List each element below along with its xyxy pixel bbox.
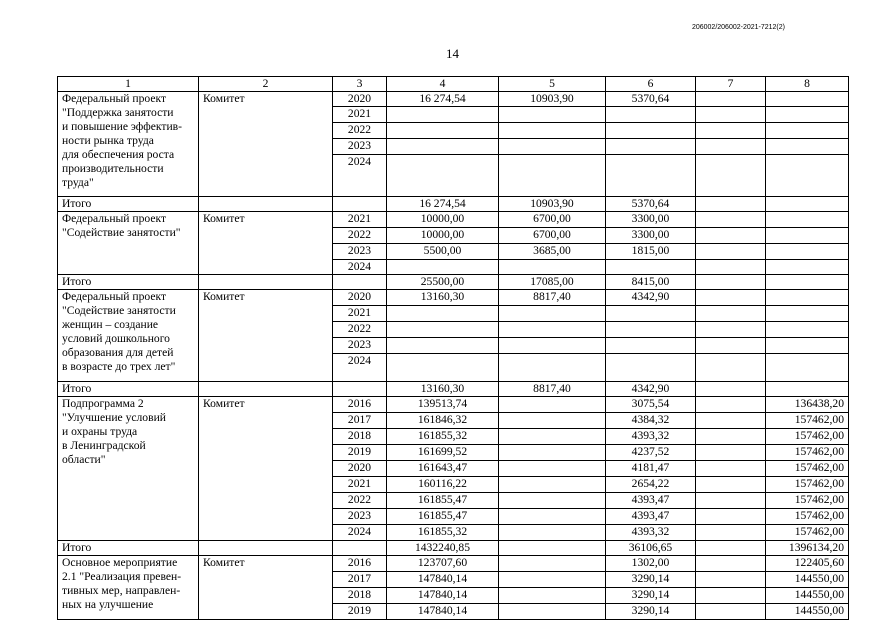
year-cell: 2022 [333,228,387,244]
item-name-cell: Подпрограмма 2 "Улучшение условий и охраны труда в Ленинградской области" [58,397,199,541]
regional-amount-cell: 5370,64 [606,92,696,107]
empty-cell [199,382,333,397]
total-amount-cell: 13160,30 [387,382,499,397]
regional-amount-cell: 3075,54 [606,397,696,413]
column-header: 1 [58,77,199,92]
total-amount-cell: 10000,00 [387,212,499,228]
local-amount-cell [696,525,766,541]
executor-cell: Комитет [199,212,333,275]
other-amount-cell [766,338,849,354]
federal-amount-cell: 6700,00 [499,212,606,228]
year-cell: 2016 [333,556,387,572]
year-cell: 2017 [333,413,387,429]
total-amount-cell: 147840,14 [387,588,499,604]
total-amount-cell: 1432240,85 [387,541,499,556]
federal-amount-cell [499,588,606,604]
local-amount-cell [696,123,766,139]
local-amount-cell [696,322,766,338]
empty-cell [199,197,333,212]
year-cell: 2024 [333,525,387,541]
column-header: 2 [199,77,333,92]
regional-amount-cell: 3300,00 [606,212,696,228]
year-cell: 2022 [333,322,387,338]
total-amount-cell: 147840,14 [387,572,499,588]
federal-amount-cell [499,477,606,493]
federal-amount-cell [499,541,606,556]
local-amount-cell [696,493,766,509]
other-amount-cell [766,244,849,260]
year-cell: 2021 [333,477,387,493]
empty-cell [199,541,333,556]
other-amount-cell [766,197,849,212]
regional-amount-cell: 4393,47 [606,493,696,509]
other-amount-cell: 144550,00 [766,588,849,604]
other-amount-cell: 136438,20 [766,397,849,413]
local-amount-cell [696,477,766,493]
other-amount-cell: 157462,00 [766,525,849,541]
regional-amount-cell: 4342,90 [606,382,696,397]
regional-amount-cell: 4384,32 [606,413,696,429]
federal-amount-cell: 6700,00 [499,228,606,244]
total-amount-cell [387,123,499,139]
total-amount-cell: 16 274,54 [387,92,499,107]
total-amount-cell: 16 274,54 [387,197,499,212]
federal-amount-cell [499,107,606,123]
local-amount-cell [696,556,766,572]
empty-cell [199,275,333,290]
regional-amount-cell: 4393,32 [606,525,696,541]
document-id: 206002/206002-2021-7212(2) [691,24,785,31]
total-amount-cell: 5500,00 [387,244,499,260]
local-amount-cell [696,260,766,275]
other-amount-cell [766,322,849,338]
federal-amount-cell [499,509,606,525]
federal-amount-cell: 3685,00 [499,244,606,260]
total-amount-cell: 160116,22 [387,477,499,493]
other-amount-cell [766,354,849,382]
total-amount-cell [387,107,499,123]
year-cell: 2022 [333,123,387,139]
local-amount-cell [696,397,766,413]
regional-amount-cell: 4237,52 [606,445,696,461]
federal-amount-cell [499,322,606,338]
federal-amount-cell [499,397,606,413]
federal-amount-cell [499,493,606,509]
item-name-cell: Основное мероприятие 2.1 "Реализация превен- тивных мер, направлен- ных на улучшение [58,556,199,620]
federal-amount-cell: 10903,90 [499,197,606,212]
local-amount-cell [696,197,766,212]
regional-amount-cell: 3290,14 [606,604,696,620]
total-amount-cell: 139513,74 [387,397,499,413]
other-amount-cell: 122405,60 [766,556,849,572]
year-cell: 2024 [333,260,387,275]
local-amount-cell [696,429,766,445]
executor-cell: Комитет [199,92,333,197]
year-cell: 2020 [333,290,387,306]
total-row [58,541,849,556]
federal-amount-cell [499,413,606,429]
local-amount-cell [696,228,766,244]
item-name-cell: Федеральный проект "Содействие занятости женщин – создание условий дошкольного образования для детей в возрасте до трех лет" [58,290,199,382]
federal-amount-cell [499,123,606,139]
other-amount-cell: 157462,00 [766,493,849,509]
regional-amount-cell: 1302,00 [606,556,696,572]
regional-amount-cell: 4181,47 [606,461,696,477]
local-amount-cell [696,155,766,197]
federal-amount-cell [499,525,606,541]
year-cell: 2024 [333,354,387,382]
other-amount-cell: 157462,00 [766,445,849,461]
local-amount-cell [696,139,766,155]
other-amount-cell [766,107,849,123]
table-row [58,397,849,413]
total-amount-cell: 147840,14 [387,604,499,620]
total-amount-cell: 161855,47 [387,493,499,509]
other-amount-cell: 157462,00 [766,477,849,493]
local-amount-cell [696,212,766,228]
local-amount-cell [696,413,766,429]
year-cell: 2019 [333,604,387,620]
year-cell: 2016 [333,397,387,413]
other-amount-cell [766,275,849,290]
regional-amount-cell [606,139,696,155]
other-amount-cell [766,382,849,397]
other-amount-cell: 157462,00 [766,461,849,477]
empty-cell [333,197,387,212]
other-amount-cell: 1396134,20 [766,541,849,556]
federal-amount-cell [499,604,606,620]
regional-amount-cell [606,123,696,139]
other-amount-cell [766,260,849,275]
total-amount-cell: 161699,52 [387,445,499,461]
federal-amount-cell: 17085,00 [499,275,606,290]
local-amount-cell [696,382,766,397]
column-header: 6 [606,77,696,92]
other-amount-cell [766,139,849,155]
item-name-cell: Федеральный проект "Содействие занятости" [58,212,199,275]
other-amount-cell: 144550,00 [766,604,849,620]
total-amount-cell: 161855,32 [387,429,499,445]
other-amount-cell [766,155,849,197]
regional-amount-cell [606,354,696,382]
year-cell: 2023 [333,509,387,525]
other-amount-cell: 157462,00 [766,429,849,445]
total-row [58,275,849,290]
executor-cell: Комитет [199,290,333,382]
column-header: 4 [387,77,499,92]
total-amount-cell [387,322,499,338]
regional-amount-cell: 2654,22 [606,477,696,493]
column-header: 7 [696,77,766,92]
total-amount-cell: 161846,32 [387,413,499,429]
local-amount-cell [696,92,766,107]
table-row [58,290,849,306]
other-amount-cell [766,123,849,139]
local-amount-cell [696,107,766,123]
federal-amount-cell [499,338,606,354]
total-label: Итого [58,197,199,212]
column-header: 5 [499,77,606,92]
empty-cell [333,541,387,556]
year-cell: 2017 [333,572,387,588]
federal-amount-cell [499,306,606,322]
regional-amount-cell: 36106,65 [606,541,696,556]
table-row [58,556,849,572]
regional-amount-cell: 4393,32 [606,429,696,445]
local-amount-cell [696,338,766,354]
regional-amount-cell: 3290,14 [606,572,696,588]
total-amount-cell: 161855,47 [387,509,499,525]
total-amount-cell: 161855,32 [387,525,499,541]
local-amount-cell [696,541,766,556]
empty-cell [333,275,387,290]
local-amount-cell [696,306,766,322]
other-amount-cell: 144550,00 [766,572,849,588]
federal-amount-cell [499,155,606,197]
regional-amount-cell: 3290,14 [606,588,696,604]
executor-cell: Комитет [199,556,333,620]
total-label: Итого [58,275,199,290]
year-cell: 2023 [333,338,387,354]
table-row [58,212,849,228]
year-cell: 2021 [333,306,387,322]
regional-amount-cell [606,306,696,322]
total-label: Итого [58,541,199,556]
year-cell: 2020 [333,92,387,107]
regional-amount-cell: 3300,00 [606,228,696,244]
total-amount-cell [387,354,499,382]
total-amount-cell [387,338,499,354]
page-number: 14 [446,46,459,61]
column-header: 3 [333,77,387,92]
year-cell: 2021 [333,107,387,123]
year-cell: 2019 [333,445,387,461]
regional-amount-cell [606,155,696,197]
other-amount-cell [766,306,849,322]
local-amount-cell [696,509,766,525]
regional-amount-cell: 1815,00 [606,244,696,260]
budget-table [57,76,849,620]
federal-amount-cell: 8817,40 [499,382,606,397]
regional-amount-cell: 4393,47 [606,509,696,525]
total-amount-cell [387,260,499,275]
regional-amount-cell: 4342,90 [606,290,696,306]
federal-amount-cell [499,260,606,275]
year-cell: 2018 [333,429,387,445]
other-amount-cell [766,92,849,107]
year-cell: 2024 [333,155,387,197]
year-cell: 2018 [333,588,387,604]
other-amount-cell: 157462,00 [766,413,849,429]
empty-cell [333,382,387,397]
regional-amount-cell [606,260,696,275]
federal-amount-cell [499,572,606,588]
federal-amount-cell [499,556,606,572]
other-amount-cell [766,290,849,306]
header-row [58,77,849,92]
federal-amount-cell [499,461,606,477]
federal-amount-cell: 10903,90 [499,92,606,107]
total-amount-cell [387,139,499,155]
regional-amount-cell [606,107,696,123]
federal-amount-cell [499,139,606,155]
federal-amount-cell [499,429,606,445]
regional-amount-cell [606,322,696,338]
local-amount-cell [696,604,766,620]
total-amount-cell: 13160,30 [387,290,499,306]
item-name-cell: Федеральный проект "Поддержка занятости и повышение эффектив- ности рынка труда для обеспечения роста производительности труда" [58,92,199,197]
year-cell: 2022 [333,493,387,509]
federal-amount-cell [499,354,606,382]
regional-amount-cell: 8415,00 [606,275,696,290]
local-amount-cell [696,588,766,604]
total-row [58,197,849,212]
year-cell: 2023 [333,244,387,260]
other-amount-cell [766,228,849,244]
total-amount-cell: 25500,00 [387,275,499,290]
local-amount-cell [696,275,766,290]
total-amount-cell [387,306,499,322]
local-amount-cell [696,461,766,477]
local-amount-cell [696,244,766,260]
total-label: Итого [58,382,199,397]
total-amount-cell: 10000,00 [387,228,499,244]
total-amount-cell [387,155,499,197]
table-row [58,92,849,107]
local-amount-cell [696,572,766,588]
year-cell: 2023 [333,139,387,155]
other-amount-cell [766,212,849,228]
federal-amount-cell [499,445,606,461]
local-amount-cell [696,290,766,306]
column-header: 8 [766,77,849,92]
year-cell: 2020 [333,461,387,477]
local-amount-cell [696,354,766,382]
regional-amount-cell: 5370,64 [606,197,696,212]
regional-amount-cell [606,338,696,354]
total-amount-cell: 161643,47 [387,461,499,477]
total-amount-cell: 123707,60 [387,556,499,572]
total-row [58,382,849,397]
local-amount-cell [696,445,766,461]
other-amount-cell: 157462,00 [766,509,849,525]
year-cell: 2021 [333,212,387,228]
federal-amount-cell: 8817,40 [499,290,606,306]
executor-cell: Комитет [199,397,333,541]
